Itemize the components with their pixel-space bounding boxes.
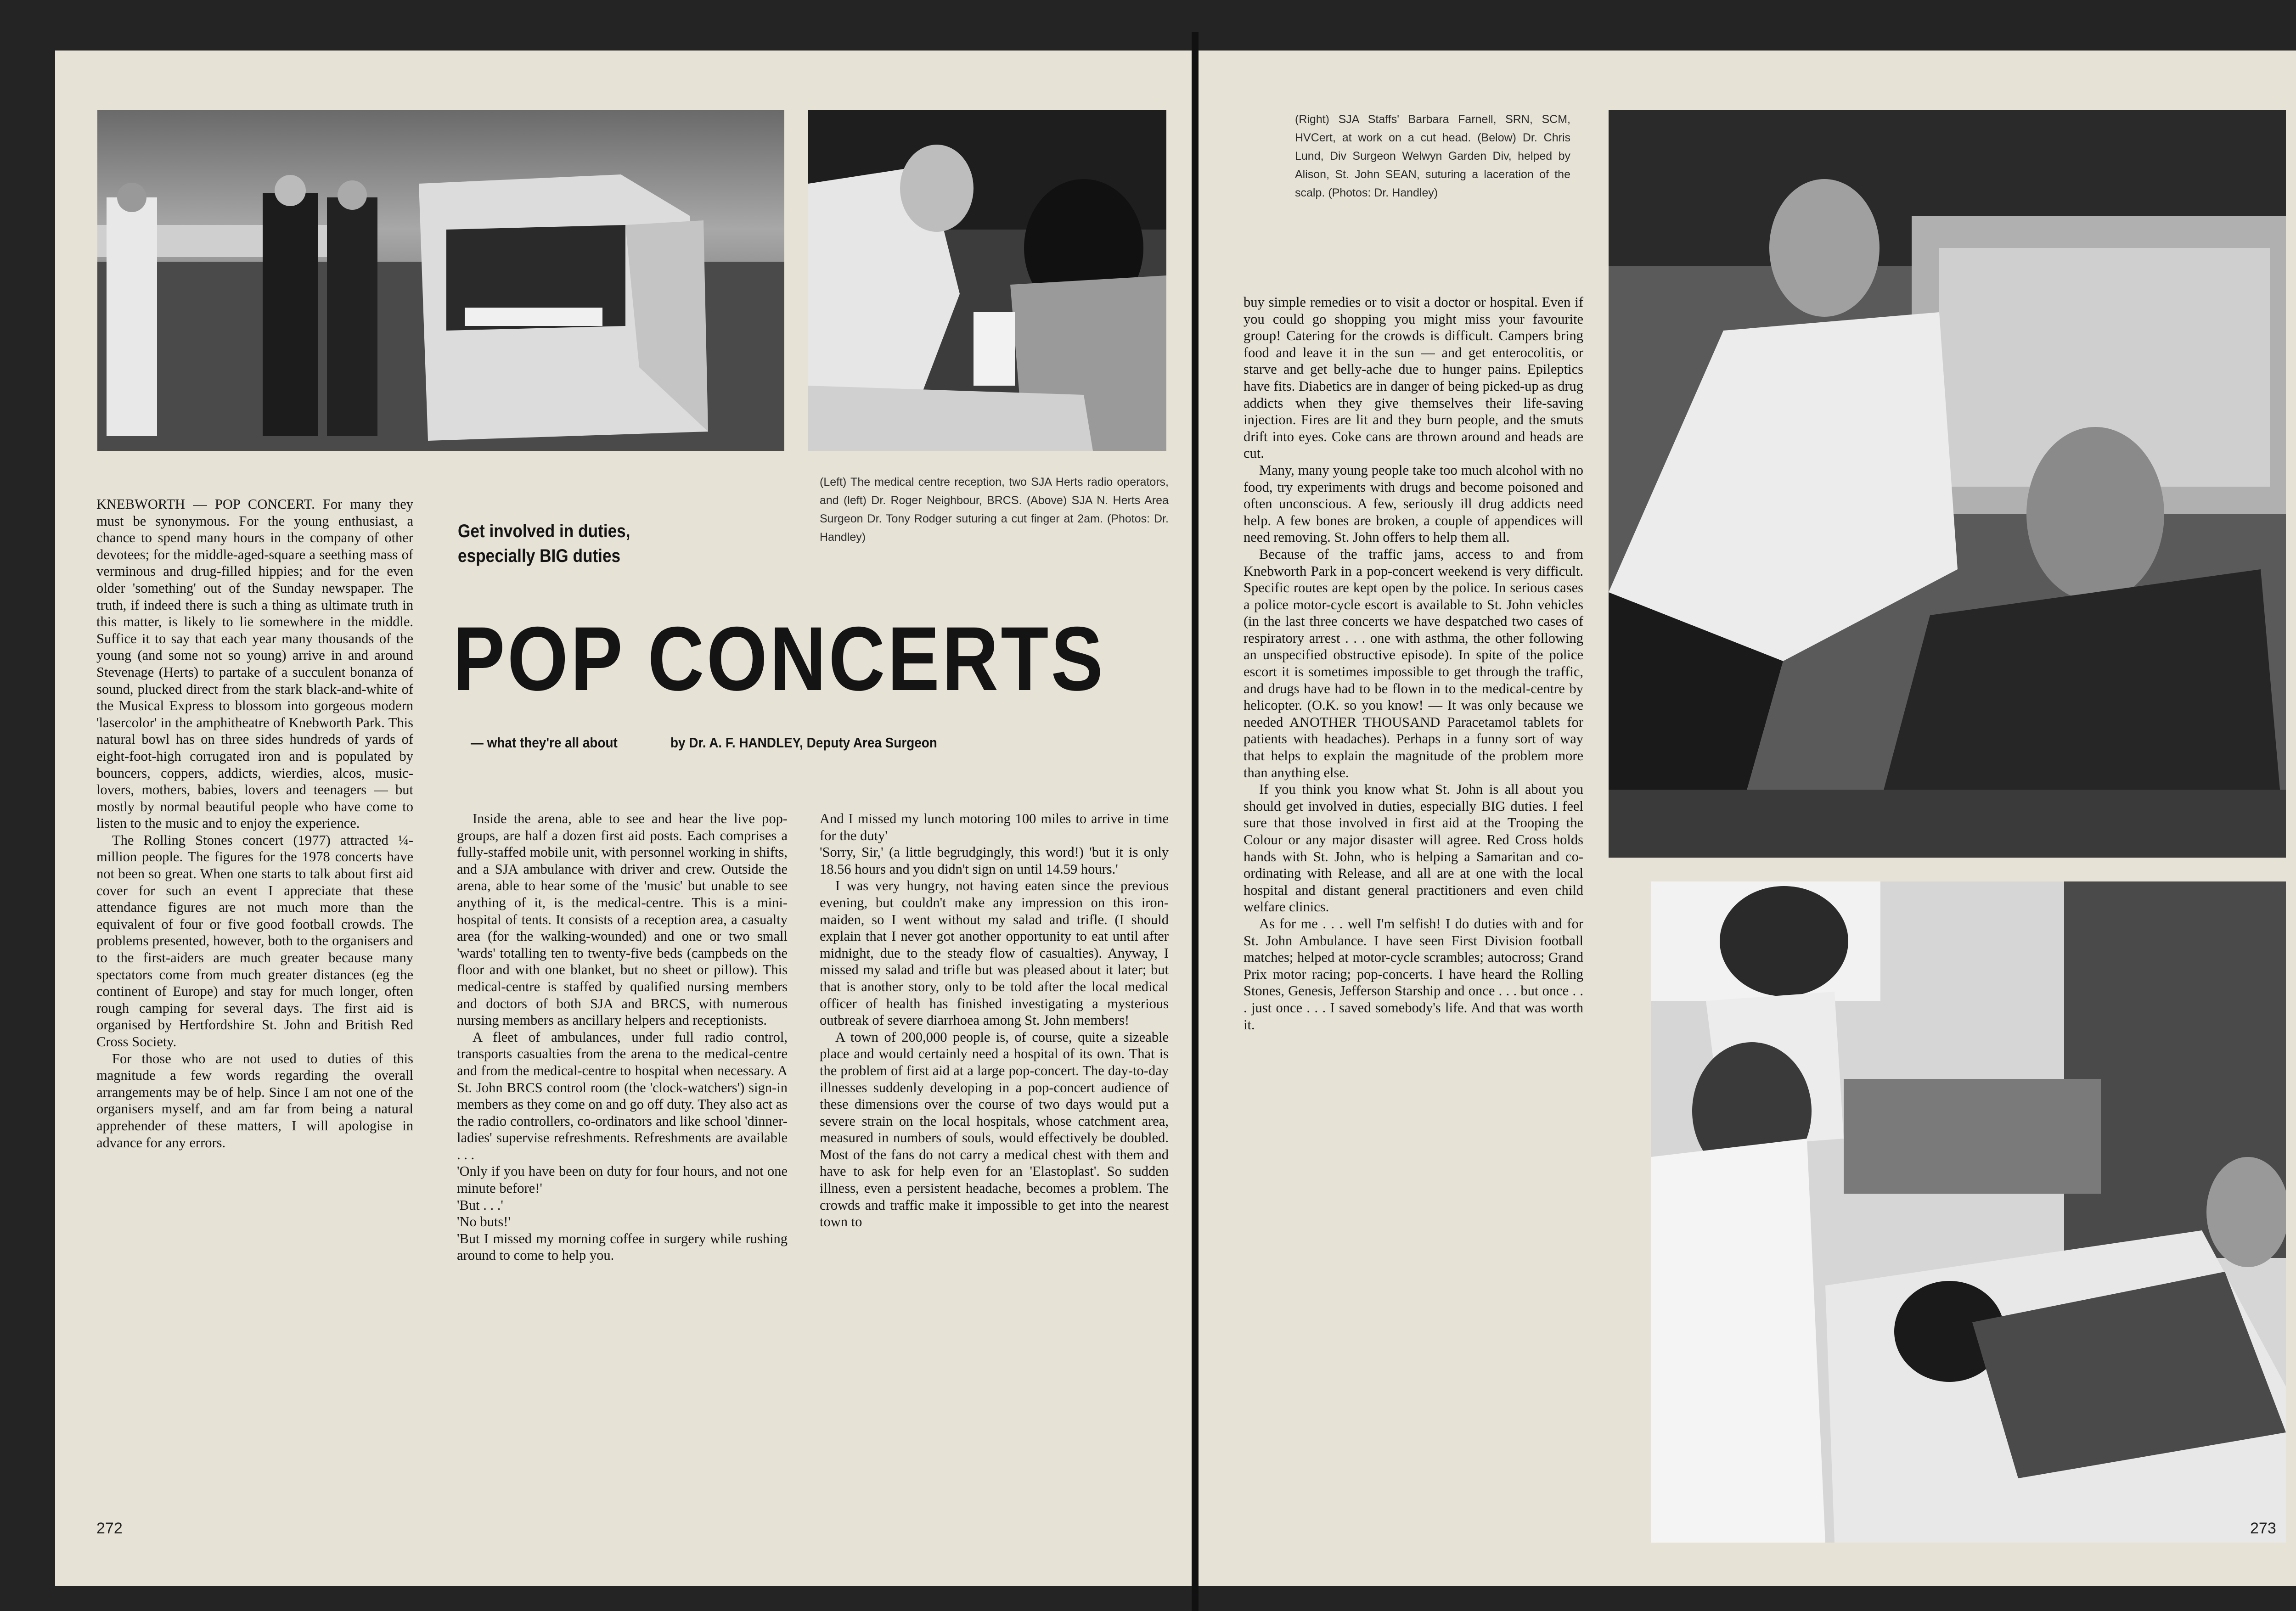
paragraph: 'But . . .' [457,1197,503,1213]
paragraph: Inside the arena, able to see and hear the live pop-groups, are half a dozen first aid posts. Each comprises a fully-staffed mobile unit, with personnel working in shifts, and a SJA ambulance with driver and crew. Outside the arena, able to hear some of the 'music' but unable to see anything of it, is the medical-centre. This is a mini-hospital of tents. It consists of a reception area, a casualty area (for the walking-wounded) and one or two small 'wards' totalling ten to twenty-five beds (campbeds on the floor and with one blanket, but no sheet or pillow). This medical-centre is staffed by qualified nursing members and doctors of both SJA and BRCS, with numerous nursing members as ancillary helpers and receptionists. [457,811,788,1028]
byline: by Dr. A. F. HANDLEY, Deputy Area Surgeon [670,735,937,751]
caption-left: (Left) The medical centre reception, two SJA Herts radio operators, and (left) Dr. Roger Neighbour, BRCS. (Above) SJA N. Herts Area Surgeon Dr. Tony Rodger suturing a cut finger at 2am. (Photos: Dr. Handley) [820,476,1169,544]
article-column-1 [96,496,413,1151]
photo-doctor-suturing-finger [808,110,1166,451]
paragraph: If you think you know what St. John is all about you should get involved in duties, especially BIG duties. I feel sure that those involved in first aid at the Trooping the Colour or any major disaster will agree. Red Cross holds hands with St. John, who is helping a Samaritan and co-ordinating with Release, and all are at one with the local hospital and distant general practitioners and even child welfare clinics. [1244,781,1583,915]
paragraph: Many, many young people take too much alcohol with no food, try experiments with drugs and become poisoned and often unconscious. A few, seriously ill drug addicts need help. A few bones are broken, a couple of appendices will need removing. St. John offers to help them all. [1244,462,1583,545]
paragraph: 'Sorry, Sir,' (a little begrudgingly, this word!) 'but it is only 18.56 hours and you didn't sign on until 14.59 hours.' [820,844,1169,877]
caption-right: (Right) SJA Staffs' Barbara Farnell, SRN, SCM, HVCert, at work on a cut head. (Below) Dr. Chris Lund, Div Surgeon Welwyn Garden Div, helped by Alison, St. John SEAN, suturing a laceration of the scalp. (Photos: Dr. Handley) [1295,113,1570,199]
paragraph: For those who are not used to duties of this magnitude a few words regarding the overall arrangements may be of help. Since I am not one of the organisers myself, and am far from being a natural apprehender of these matters, I will apologise in advance for any errors. [96,1050,413,1151]
page-number-right: 273 [2250,1520,2276,1537]
paragraph: 'Only if you have been on duty for four hours, and not one minute before!' [457,1163,788,1196]
kicker: Get involved in duties, especially BIG duties [458,521,630,566]
photo-suturing-laceration-scalp [1651,881,2286,1543]
article-column-3 [820,810,1169,1230]
left-page [55,51,1192,1586]
photo-nurse-at-work-on-cut-head [1609,110,2286,858]
headline-subtitle: — what they're all about [471,735,618,751]
right-page [1199,51,2296,1586]
paragraph: I was very hungry, not having eaten since the previous evening, but couldn't make any impression on this iron-maiden, so I went without my salad and trifle. (I should explain that I never got another opportunity to eat until after midnight, due to the steady flow of casualties). Anyway, I missed my salad and trifle but was pleased about it later; but that is another story, only to be told after the local medical officer of health has finished investigating a mysterious outbreak of severe diarrhoea among St. John members! [820,878,1169,1028]
paragraph: Because of the traffic jams, access to and from Knebworth Park in a pop-concert weekend is very difficult. Specific routes are kept open by the police. In serious cases a police motor-cycle escort is available to St. John vehicles (in the last three concerts we have despatched two cases of respiratory arrest . . . one with asthma, the other following an unspecified obstructive episode). In spite of the police escort it is sometimes impossible to get through the traffic, and drugs have had to be flown in to the medical-centre by helicopter. (O.K. so you know! — It was only because we needed ANOTHER THOUSAND Paracetamol tablets for patients with headaches). Perhaps in a funny sort of way that helps to explain the magnitude of the problem more than anything else. [1244,546,1583,780]
paragraph: A fleet of ambulances, under full radio control, transports casualties from the arena to the medical-centre and from the medical-centre to hospital when necessary. A St. John BRCS control room (the 'clock-watchers') sign-in members as they come on and go off duty. They also act as the radio controllers, co-ordinators and like school 'dinner-ladies' supervise refreshments. Refreshments are available . . . [457,1029,788,1162]
page-gutter [1192,32,1199,1611]
article-column-2 [457,810,788,1264]
paragraph: KNEBWORTH — POP CONCERT. For many they must be synonymous. For the young enthusiast, a chance to spend many hours in the company of other devotees; for the middle-aged-square a seething mass of verminous and drug-filled hippies; and for the even older 'something' out of the Sunday newspaper. The truth, if indeed there is such a thing as ultimate truth in this matter, is likely to lie somewhere in the middle. Suffice it to say that each year many thousands of the young (and some not so young) arrive in and around Stevenage (Herts) to partake of a succulent bonanza of sound, plucked direct from the stark black-and-white of the Musical Express to blossom into gorgeous modern 'lasercolor' in the amphitheatre of Knebworth Park. This natural bowl has on three sides hundreds of yards of eight-foot-high corrugated iron and is populated by bouncers, coppers, addicts, wierdies, alcos, music-lovers, mothers, babies, lovers and teenagers — but mostly by normal beautiful people who have come to listen to the music and to enjoy the experience. [96,496,413,831]
paragraph: A town of 200,000 people is, of course, quite a sizeable place and would certainly need a hospital of its own. That is the problem of first aid at a large pop-concert. The day-to-day illnesses suddenly developing in a pop-concert audience of these dimensions over the course of two days would put a severe strain on the local hospitals, whose catchment area, measured in numbers of souls, would effectively be doubled. Most of the fans do not carry a medical chest with them and have to ask for help even for an 'Elastoplast'. So sudden illness, even a persistent headache, becomes a problem. The crowds and traffic make it impossible to get into the nearest town to [820,1029,1169,1230]
paragraph: 'No buts!' [457,1214,511,1230]
page-number-left: 272 [96,1520,123,1537]
paragraph: As for me . . . well I'm selfish! I do duties with and for St. John Ambulance. I have seen First Division football matches; helped at motor-cycle scrambles; autocross; Grand Prix motor racing; pop-concerts. I have heard the Rolling Stones, Genesis, Jefferson Starship and once . . . but once . . . just once . . . I saved somebody's life. And that was worth it. [1244,915,1583,1033]
photo-medical-tent-outdoors [97,110,784,451]
article-column-4 [1244,294,1583,1033]
paragraph: And I missed my lunch motoring 100 miles to arrive in time for the duty' [820,811,1169,843]
headline-title: POP CONCERTS [453,608,1106,709]
paragraph: buy simple remedies or to visit a doctor or hospital. Even if you could go shopping you might miss your favourite group! Catering for the crowds is difficult. Campers bring food and leave it in the sun — and get enterocolitis, or starve and get belly-ache due to hunger pains. Epileptics have fits. Diabetics are in danger of being picked-up as drug addicts when they give themselves their life-saving injection. Fires are lit and they burn people, and the smuts drift into eyes. Coke cans are thrown around and heads are cut. [1244,294,1583,461]
paragraph: 'But I missed my morning coffee in surgery while rushing around to come to help you. [457,1230,788,1263]
paragraph: The Rolling Stones concert (1977) attracted ¼-million people. The figures for the 1978 concerts have not been so great. When one starts to talk about first aid cover for such an event I appreciate that these attendance figures are not much more than the equivalent of four or five good football crowds. The problems presented, however, both to the organisers and to the first-aiders are much greater because many spectators come from much greater distances (eg the continent of Europe) and stay for much longer, often rough camping for several days. The first aid is organised by Hertfordshire St. John and British Red Cross Society. [96,832,413,1050]
